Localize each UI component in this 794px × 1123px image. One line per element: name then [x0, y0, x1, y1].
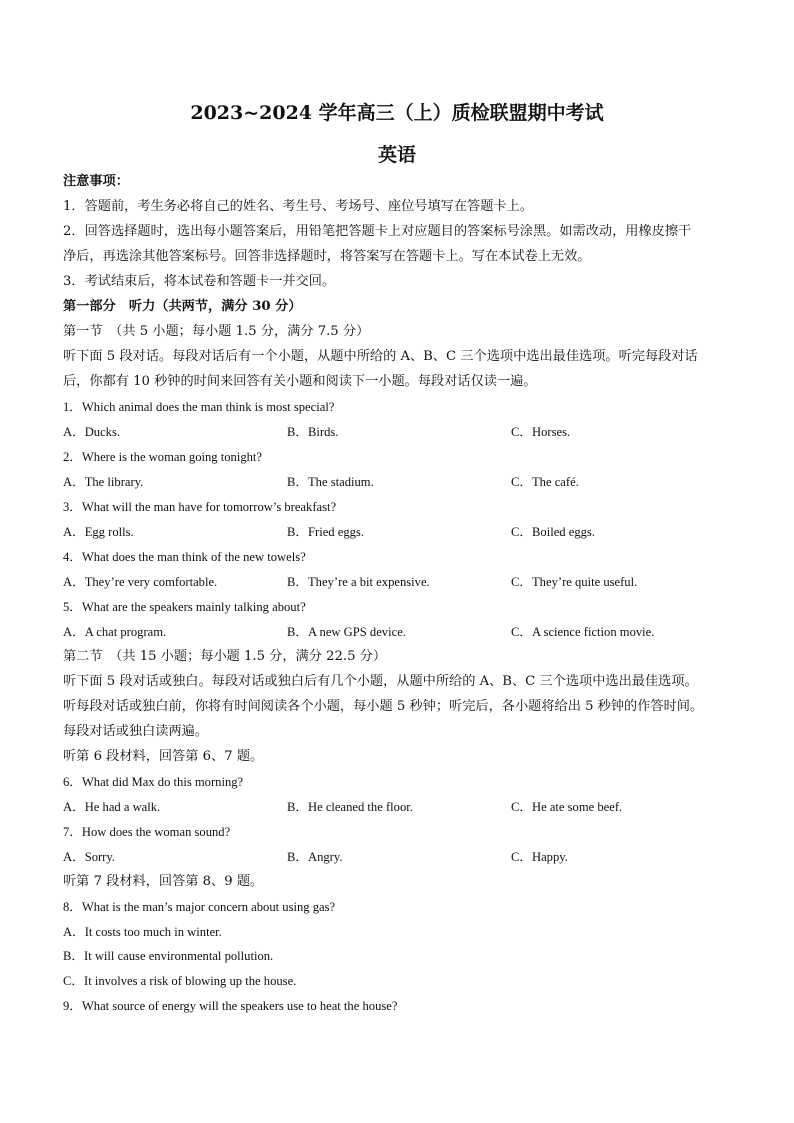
option-b: B．A new GPS device.: [287, 625, 406, 639]
option-b: B．Fried eggs.: [287, 525, 364, 539]
section2-instructions: 每段对话或独白读两遍。: [63, 724, 209, 739]
option-a: A．The library.: [63, 475, 144, 489]
section2-heading: 第二节 （共 15 小题；每小题 1.5 分，满分 22.5 分）: [63, 649, 387, 664]
option-b: B．He cleaned the floor.: [287, 800, 413, 814]
option-a: A．A chat program.: [63, 625, 167, 639]
option-a: A．They’re very comfortable.: [63, 575, 218, 589]
notice-item: 净后，再选涂其他答案标号。回答非选择题时，将答案写在答题卡上。写在本试卷上无效。: [63, 249, 591, 264]
question-stem: 5．What are the speakers mainly talking about?: [63, 600, 306, 614]
notice-item: 1．答题前，考生务必将自己的姓名、考生号、考场号、座位号填写在答题卡上。: [63, 199, 533, 214]
option-c: C．Boiled eggs.: [511, 525, 595, 539]
question-stem: 3．What will the man have for tomorrow’s breakfast?: [63, 500, 337, 514]
option-b: B．Birds.: [287, 425, 339, 439]
exam-title: 2023~2024 学年高三（上）质检联盟期中考试: [190, 102, 604, 124]
option-b: B．They’re a bit expensive.: [287, 575, 430, 589]
question-stem: 8．What is the man’s major concern about using gas?: [63, 900, 336, 914]
option-c: C．They’re quite useful.: [511, 575, 638, 589]
question-stem: 4．What does the man think of the new towels?: [63, 550, 306, 564]
option-a: A．Egg rolls.: [63, 525, 134, 539]
subject-title: 英语: [377, 144, 416, 166]
option-a: A．Ducks.: [63, 425, 121, 439]
section1-instructions: 后，你都有 10 秒钟的时间来回答有关小题和阅读下一小题。每段对话仅读一遍。: [63, 374, 537, 389]
option-c: C．A science fiction movie.: [511, 625, 655, 639]
option-c: C．Horses.: [511, 425, 571, 439]
notice-item: 3．考试结束后，将本试卷和答题卡一并交回。: [63, 274, 336, 289]
option-b: B．The stadium.: [287, 475, 374, 489]
option-b: B．Angry.: [287, 850, 343, 864]
option-c: C．He ate some beef.: [511, 800, 623, 814]
question-stem: 2．Where is the woman going tonight?: [63, 450, 263, 464]
option-c: C．It involves a risk of blowing up the house.: [63, 974, 297, 988]
option-c: C．The café.: [511, 475, 579, 489]
option-a: A．Sorry.: [63, 850, 116, 864]
option-c: C．Happy.: [511, 850, 568, 864]
option-b: B．It will cause environmental pollution.: [63, 949, 274, 963]
question-stem: 1．Which animal does the man think is most special?: [63, 400, 335, 414]
section2-instructions: 听每段对话或独白前，你将有时间阅读各个小题，每小题 5 秒钟；听完后，各小题将给出 5 秒钟的作答时间。: [63, 699, 704, 714]
option-a: A．He had a walk.: [63, 800, 161, 814]
question-stem: 9．What source of energy will the speakers use to heat the house?: [63, 999, 398, 1013]
material-note: 听第 7 段材料，回答第 8、9 题。: [63, 874, 264, 889]
section1-heading: 第一节 （共 5 小题；每小题 1.5 分，满分 7.5 分）: [63, 324, 370, 339]
notice-item: 2．回答选择题时，选出每小题答案后，用铅笔把答题卡上对应题目的答案标号涂黑。如需改动，用橡皮擦干: [63, 224, 692, 239]
part1-heading: 第一部分 听力（共两节，满分 30 分）: [63, 299, 302, 314]
section1-instructions: 听下面 5 段对话。每段对话后有一个小题，从题中所给的 A、B、C 三个选项中选出最佳选项。听完每段对话: [63, 349, 698, 364]
option-a: A．It costs too much in winter.: [63, 925, 222, 939]
question-stem: 6．What did Max do this morning?: [63, 775, 244, 789]
question-stem: 7．How does the woman sound?: [63, 825, 231, 839]
section2-instructions: 听下面 5 段对话或独白。每段对话或独白后有几个小题，从题中所给的 A、B、C 三个选项中选出最佳选项。: [63, 674, 698, 689]
material-note: 听第 6 段材料，回答第 6、7 题。: [63, 749, 264, 764]
notice-heading: 注意事项：: [63, 174, 129, 189]
